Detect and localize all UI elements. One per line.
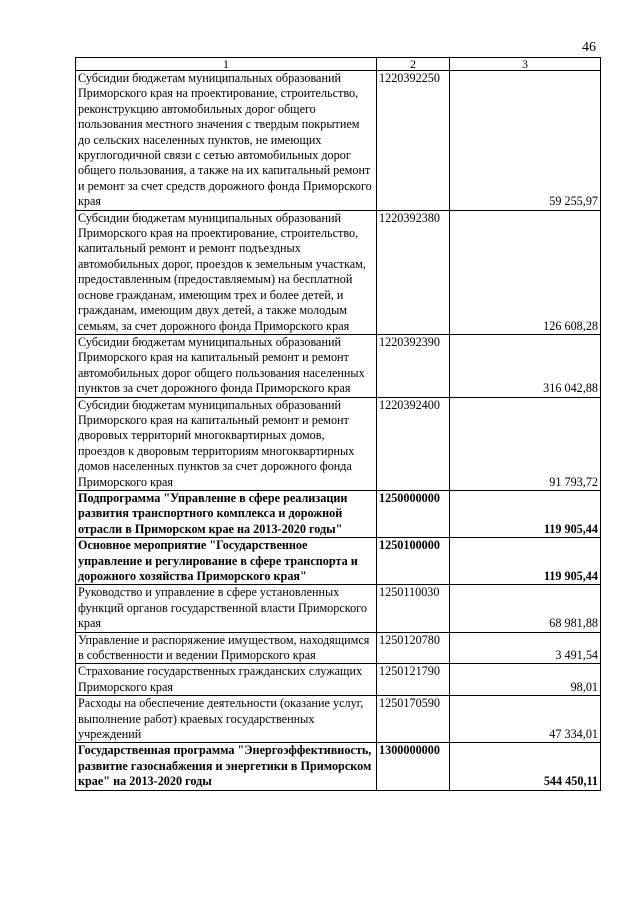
table-row <box>76 538 601 585</box>
row-code: 1250120780 <box>377 632 450 664</box>
table-row <box>76 334 601 397</box>
row-name: Основное мероприятие "Государственное управление и регулирование в сфере транспорта и дорожного хозяйства Приморского края" <box>76 538 377 585</box>
row-name: Субсидии бюджетам муниципальных образований Приморского края на проектирование, строительство, капитальный ремонт и ремонт подъездных автомобильных дорог, проездов к земельным участкам, предоставленным (предоставляемым) на бесплатной основе гражданам, имеющим трех и более детей, и гражданам, имеющим двух детей, а также молодым семьям, за счет дорожного фонда Приморского края <box>76 210 377 334</box>
row-code: 1250000000 <box>377 490 450 537</box>
row-code: 1250121790 <box>377 664 450 696</box>
row-amount: 316 042,88 <box>450 334 601 397</box>
row-name: Расходы на обеспечение деятельности (оказание услуг, выполнение работ) краевых государственных учреждений <box>76 696 377 743</box>
row-amount: 47 334,01 <box>450 696 601 743</box>
row-amount: 91 793,72 <box>450 397 601 490</box>
table-row <box>76 585 601 632</box>
table-row <box>76 743 601 790</box>
row-code: 1220392400 <box>377 397 450 490</box>
row-name: Субсидии бюджетам муниципальных образований Приморского края на проектирование, строительство, реконструкцию автомобильных дорог общего пользования местного значения с твердым покрытием до сельских населенных пунктов, не имеющих круглогодичной связи с сетью автомобильных дорог общего пользования, а также на их капитальный ремонт и ремонт за счет средств дорожного фонда Приморского края <box>76 71 377 211</box>
row-code: 1250110030 <box>377 585 450 632</box>
column-header-2: 2 <box>377 58 450 71</box>
column-header-3: 3 <box>450 58 601 71</box>
row-code: 1220392250 <box>377 71 450 211</box>
row-name: Субсидии бюджетам муниципальных образований Приморского края на капитальный ремонт и ремонт дворовых территорий многоквартирных домов, проездов к дворовым территориям многоквартирных домов населенных пунктов за счет дорожного фонда Приморского края <box>76 397 377 490</box>
row-name: Подпрограмма "Управление в сфере реализации развития транспортного комплекса и дорожной отрасли в Приморском крае на 2013-2020 годы" <box>76 490 377 537</box>
table-row <box>76 696 601 743</box>
row-amount: 544 450,11 <box>450 743 601 790</box>
table-row <box>76 490 601 537</box>
row-name: Субсидии бюджетам муниципальных образований Приморского края на капитальный ремонт и ремонт автомобильных дорог общего пользования населенных пунктов за счет дорожного фонда Приморского края <box>76 334 377 397</box>
page-number: 46 <box>582 40 596 55</box>
column-header-row <box>76 58 601 71</box>
row-code: 1250100000 <box>377 538 450 585</box>
row-amount: 119 905,44 <box>450 490 601 537</box>
row-name: Управление и распоряжение имуществом, находящимся в собственности и ведении Приморского края <box>76 632 377 664</box>
row-name: Руководство и управление в сфере установленных функций органов государственной власти Приморского края <box>76 585 377 632</box>
row-code: 1300000000 <box>377 743 450 790</box>
row-code: 1220392390 <box>377 334 450 397</box>
table-row <box>76 664 601 696</box>
row-amount: 59 255,97 <box>450 71 601 211</box>
row-amount: 119 905,44 <box>450 538 601 585</box>
row-name: Государственная программа "Энергоэффективность, развитие газоснабжения и энергетики в Приморском крае" на 2013-2020 годы <box>76 743 377 790</box>
table-row <box>76 632 601 664</box>
row-amount: 98,01 <box>450 664 601 696</box>
budget-table <box>75 57 601 791</box>
table-row <box>76 397 601 490</box>
table-row <box>76 71 601 211</box>
row-name: Страхование государственных гражданских служащих Приморского края <box>76 664 377 696</box>
column-header-1: 1 <box>76 58 377 71</box>
row-amount: 68 981,88 <box>450 585 601 632</box>
table-row <box>76 210 601 334</box>
row-code: 1250170590 <box>377 696 450 743</box>
row-code: 1220392380 <box>377 210 450 334</box>
row-amount: 3 491,54 <box>450 632 601 664</box>
row-amount: 126 608,28 <box>450 210 601 334</box>
